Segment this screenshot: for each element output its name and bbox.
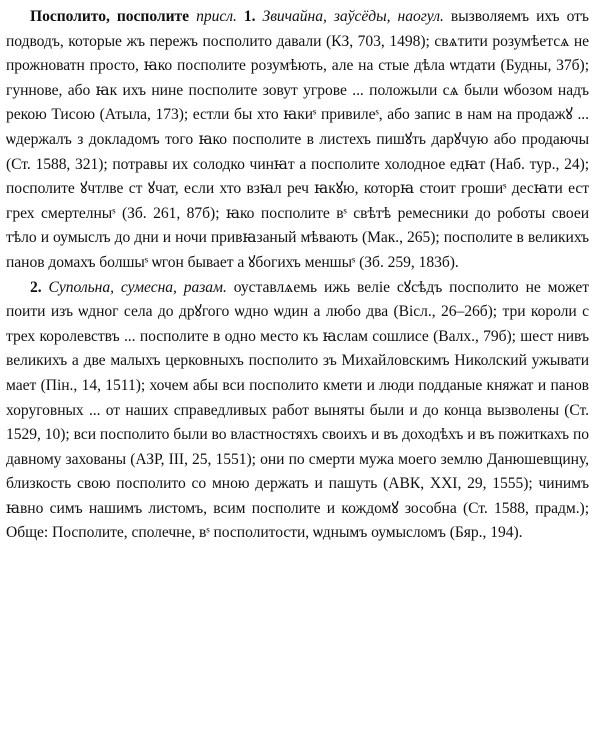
sense-number: 2. <box>30 278 42 296</box>
sense-citations: вызволяемъ ихъ отъ подводъ, которые жъ перeжъ посполито давали (КЗ, 703, 1498); свѧтити розумѣетсѧ не прожноватн просто, ꙗко посполите розумѣють, але на стые дѣла ѡтдати (Будны, 37б); гуннове, або ꙗк ихъ нине посполите зовут угрове ... положыли сѧ были ѡбозом надъ рекою Тисою (Атыла, 173); естли бы хто ꙗкиˢ привилеˢ, або запис в нам на продажꙋ ... ѡдержалъ з докладомъ того ꙗко посполите в листехъ пишꙋть дарꙋчую або продаючы (Ст. 1588, 321); потравы их солодко чинꙗт а посполите холодное едꙗт (Наб. тур., 24); посполите ꙋчтлве ст ꙋчат, если хто взꙗл реч ꙗкꙋю, которꙗ стоит грошиˢ десꙗти ест грех смертелныˢ (Зб. 261, 87б); ꙗко посполите вˢ свѣтѣ ремесники до роботы своеи тѣло и оумыслъ до дни и ночи привꙗзаный мѣвають (Мак., 265); посполите в великихъ панов домахъ болшыˢ ѡгон бывает а ꙋбогихъ меншыˢ (Зб. 259, 183б). <box>6 8 589 271</box>
sense-gloss: Звичайна, заўсёды, наогул. <box>262 8 444 25</box>
entry-sense-2 <box>6 276 589 547</box>
headword: Посполито, посполите <box>30 8 190 25</box>
sense-citations: оуставлѧемь ижь веліе сꙋсѣдъ посполито не может поити изъ ѡдног села до дрꙋгого ѡдно ѡдин а любо два (Вісл., 26–26б); три короли с трех королевствъ ... посполите в одно место къ ꙗслам сошлисе (Валх., 79б); шест нивъ великихъ а две малыхъ церковныхъ посполито зъ Михайловскимъ Николский ужывати мает (Пін., 14, 1511); хочем абы вси посполито кмети и люди подданые княжат и панов хоруговных ... от наших справедливых работ выняты были и до конца вызволены (Ст. 1529, 10); вси посполито были во властностяхъ своихъ и въ доходѣхъ и въ пожиткахъ по давному захованы (АЗР, III, 25, 1551); они по смерти мужа моего землю Данюшевщину, близкость свою посполито со мною держать и пашуть (АВК, XXI, 29, 1555); чинимъ ꙗвно симъ нашимъ листомъ, всим посполите и кождомꙋ зособна (Ст. 1588, прадм.); Обще: Посполите, сполечне, вˢ посполитости, ѡднымъ оумысломъ (Бяр., 194). <box>6 278 590 542</box>
entry-sense-1 <box>6 5 589 276</box>
sense-gloss: Супольна, сумесна, разам. <box>48 278 227 296</box>
grammatical-label: присл. <box>196 8 237 25</box>
sense-number: 1. <box>243 8 256 25</box>
